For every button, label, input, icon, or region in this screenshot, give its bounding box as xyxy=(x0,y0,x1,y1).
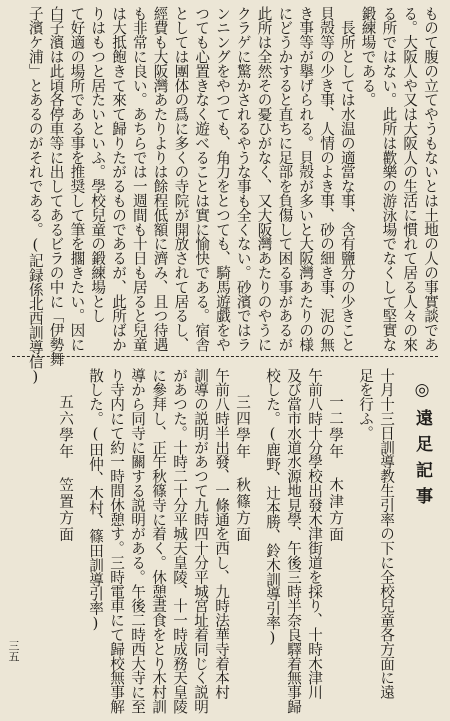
intro-line: 十月十三日訓導教生引率の下に全校兒童各方面に遠 xyxy=(378,368,395,700)
section-line: 午前八時半出發、一條通を西し、九時法華寺着本村 xyxy=(213,368,230,700)
article-line: としては團体の爲に多くの寺院が開放されて居るし、 xyxy=(172,6,190,352)
section-heading: 五六學年 笠置方面 xyxy=(57,394,74,544)
article-line: 貝殻等の少き事、人情のよき事、砂の細き事、泥の無 xyxy=(318,6,335,352)
page-number: 三五 xyxy=(7,640,20,662)
article-line: も非常に良い。あちらでは一週間も十日も居ると兒童 xyxy=(130,6,148,352)
article-line: る所ではない。此所は歡樂の游泳場でなくして堅實な xyxy=(380,6,398,352)
article-line: は大抵飽きて來て歸りたがるものであるが、此所ばか xyxy=(110,6,127,352)
article-line: ンニングをやつても、角力をとつても、騎馬遊戯をや xyxy=(214,6,231,352)
article-line: き事等が擧げられる。貝殻が多いと大阪灣あたりの様 xyxy=(297,6,315,352)
article-line: クラゲに驚かされるやうな事も全くない。砂濱ではラ xyxy=(234,6,252,352)
article-line: にどうかすると直ちに足部を負傷して困る事があるが xyxy=(276,6,294,352)
intro-line: 足を行ふ。 xyxy=(357,368,374,440)
section-heading: 三四學年 秋篠方面 xyxy=(234,394,251,544)
section-line: 導から同寺に關する説明がある。午後二時西大寺に至 xyxy=(129,368,146,714)
article-line: る。大阪人や又は大阪人の生活に慣れて居る人々の來 xyxy=(401,6,419,352)
article-line: 子濱ケ浦」とあるのがそれである。(記録係北西訓導信) xyxy=(26,6,44,386)
section-line: 午前八時十分學校出發木津街道を採り、十時木津川 xyxy=(306,368,323,700)
article-line: 白子濱は此頃各停車等に出してあるビラの中に「伊勢舞 xyxy=(47,6,65,366)
section-line: 及び當市水道水源地見學、午後三時半奈良驛着無事歸 xyxy=(285,368,302,714)
section-line: があつた。十時二十分平城天皇陵、十一時成務天皇陵 xyxy=(171,368,188,714)
article-line: て好適の場所である事を推奨して筆を擱きたい。因に xyxy=(68,6,86,352)
article-line: りはもつと居たいといふ。學校兒童の鍛練場とし xyxy=(89,6,107,323)
section-line: り寺内にて約一時間休憩す。三時電車にて歸校無事解 xyxy=(108,368,125,714)
section-line: に參拜し、正午秋篠寺に着く。休憩晝食をとり木村訓 xyxy=(150,368,167,714)
section-line: 校した。(鹿野、辻本勝、鈴木訓導引率) xyxy=(264,368,281,647)
article-line: 此所は全然その憂ひがなく、又大阪灣あたりのやうに xyxy=(255,6,273,352)
article-line: つても心置きなく遊べることは實に愉快である。宿舎 xyxy=(193,6,211,352)
section-line: 訓導の説明があつて九時四十分平城宮址着同じく説明 xyxy=(192,368,209,714)
article-title: ◎遠足記事 xyxy=(412,380,432,513)
section-line: 散した。(田仲、木村、篠田訓導引率) xyxy=(87,368,104,632)
section-divider xyxy=(12,356,438,357)
article-line: 鍛練場である。 xyxy=(359,6,377,107)
article-line: ものて腹の立てやうもないとは土地の人の事實談であ xyxy=(422,6,439,352)
section-heading: 一二學年 木津方面 xyxy=(327,394,344,544)
article-line: 長所としては水温の適當な事、含有鹽分の少きこと xyxy=(338,6,356,352)
article-line: 經費も大阪灣あたりよりは餘程低額に濟み、且つ待遇 xyxy=(151,6,169,352)
